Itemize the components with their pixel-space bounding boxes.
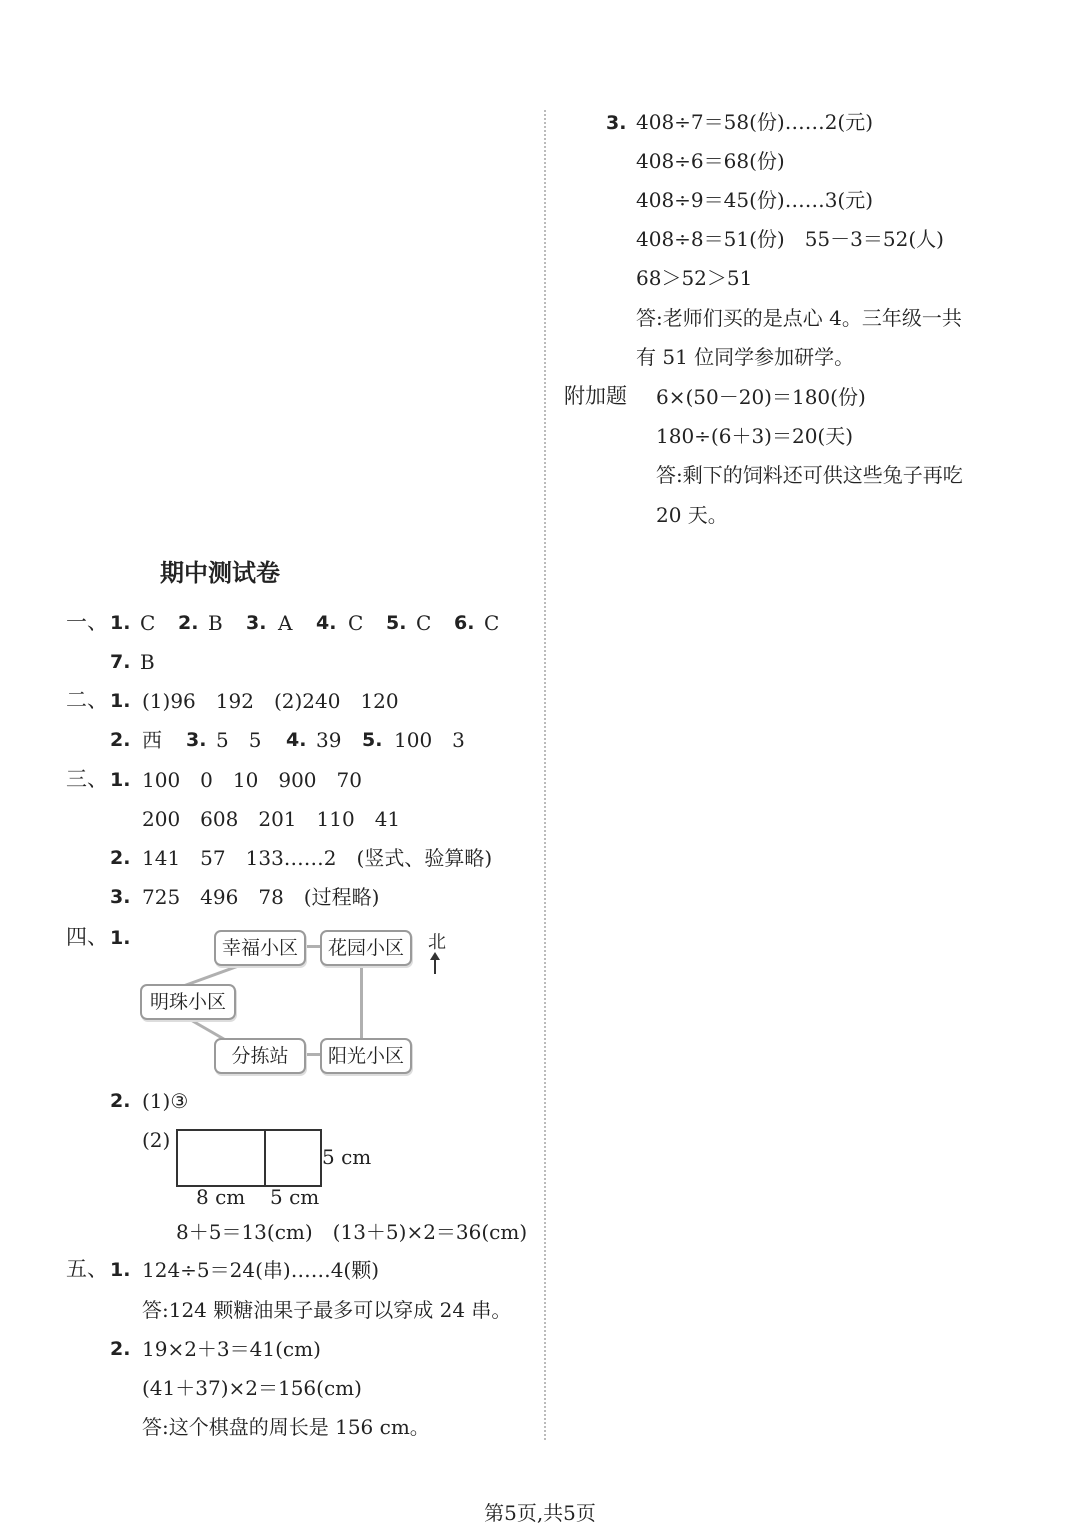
map-node-xingfu: 幸福小区 (214, 930, 306, 966)
section-3-label: 三、 (66, 767, 108, 791)
answer-line: 100 3 (394, 728, 465, 752)
answer-line: 68＞52＞51 (636, 266, 753, 290)
item-number: 1. (110, 769, 131, 791)
item-number: 6. (454, 612, 475, 634)
answer-line: 答:剩下的饲料还可供这些兔子再吃 (656, 463, 963, 487)
answer-line: 408÷6＝68(份) (636, 149, 785, 173)
item-number: 4. (286, 729, 307, 751)
rect-width1-label: 8 cm (196, 1185, 246, 1209)
answer-line: 5 5 (216, 728, 262, 752)
section-1-label: 一、 (66, 610, 108, 634)
section-2-label: 二、 (66, 688, 108, 712)
item-number: 7. (110, 651, 131, 673)
q3-number: 3. (606, 112, 627, 134)
page-footer: 第5页,共5页 (484, 1501, 596, 1525)
section-5-label: 五、 (66, 1257, 108, 1281)
answer-line: 200 608 201 110 41 (142, 807, 401, 831)
answer-line: 19×2＋3＝41(cm) (142, 1337, 321, 1361)
item-number: 2. (110, 847, 131, 869)
item-number: 3. (246, 612, 267, 634)
item-number: 5. (362, 729, 383, 751)
rect-width2-label: 5 cm (270, 1185, 320, 1209)
answer-line: 答:124 颗糖油果子最多可以穿成 24 串。 (142, 1298, 512, 1322)
bonus-label: 附加题 (564, 384, 627, 408)
answer-line: (1)③ (142, 1089, 189, 1113)
item-number: 1. (110, 1259, 131, 1281)
item-number: 3. (186, 729, 207, 751)
item-number: 4. (316, 612, 337, 634)
answer-line: 39 (316, 728, 342, 752)
north-arrowhead-icon (430, 952, 440, 960)
rectangle-figure (176, 1129, 322, 1187)
map-node-mingzhu: 明珠小区 (140, 984, 236, 1020)
column-divider (544, 110, 546, 1440)
answer-line: (41＋37)×2＝156(cm) (142, 1376, 362, 1400)
choice-answer: B (140, 650, 155, 674)
map-node-huayuan: 花园小区 (320, 930, 412, 966)
section-4-label: 四、 (66, 925, 108, 949)
answer-line: 141 57 133……2 (竖式、验算略) (142, 846, 493, 870)
item-number: 1. (110, 690, 131, 712)
rectangle-split-line (264, 1131, 266, 1185)
map-node-yangguang: 阳光小区 (320, 1038, 412, 1074)
answer-line: 西 (142, 728, 162, 752)
answer-line: 有 51 位同学参加研学。 (636, 345, 855, 369)
item-number: 2. (110, 1090, 131, 1112)
answer-line: 725 496 78 (过程略) (142, 885, 380, 909)
item-number: 2. (110, 1338, 131, 1360)
map-road (360, 964, 363, 1040)
answer-line: 408÷8＝51(份) 55－3＝52(人) (636, 227, 944, 251)
item-number: 2. (110, 729, 131, 751)
answer-line: 答:老师们买的是点心 4。三年级一共 (636, 306, 962, 330)
answer-line: 180÷(6＋3)＝20(天) (656, 424, 854, 448)
choice-answer: C (416, 611, 432, 635)
answer-line: 6×(50－20)＝180(份) (656, 385, 866, 409)
north-label: 北 (428, 932, 446, 953)
item-number: 2. (178, 612, 199, 634)
item-number: 1. (110, 927, 131, 949)
answer-line: 8＋5＝13(cm) (13＋5)×2＝36(cm) (176, 1220, 528, 1244)
item-number: 1. (110, 612, 131, 634)
choice-answer: A (278, 611, 293, 635)
page-title: 期中测试卷 (160, 559, 280, 587)
choice-answer: C (348, 611, 364, 635)
choice-answer: B (208, 611, 223, 635)
item-number: 5. (386, 612, 407, 634)
answer-line: 124÷5＝24(串)……4(颗) (142, 1258, 380, 1282)
choice-answer: C (140, 611, 156, 635)
map-node-fenjian: 分拣站 (214, 1038, 306, 1074)
answer-line: 408÷7＝58(份)……2(元) (636, 110, 874, 134)
answer-line: (2) (142, 1128, 171, 1152)
answer-line: 答:这个棋盘的周长是 156 cm。 (142, 1415, 430, 1439)
item-number: 3. (110, 886, 131, 908)
answer-line: 408÷9＝45(份)……3(元) (636, 188, 874, 212)
answer-line: 100 0 10 900 70 (142, 768, 362, 792)
choice-answer: C (484, 611, 500, 635)
rect-height-label: 5 cm (322, 1145, 372, 1169)
answer-line: (1)96 192 (2)240 120 (142, 689, 399, 713)
answer-line: 20 天。 (656, 503, 728, 527)
